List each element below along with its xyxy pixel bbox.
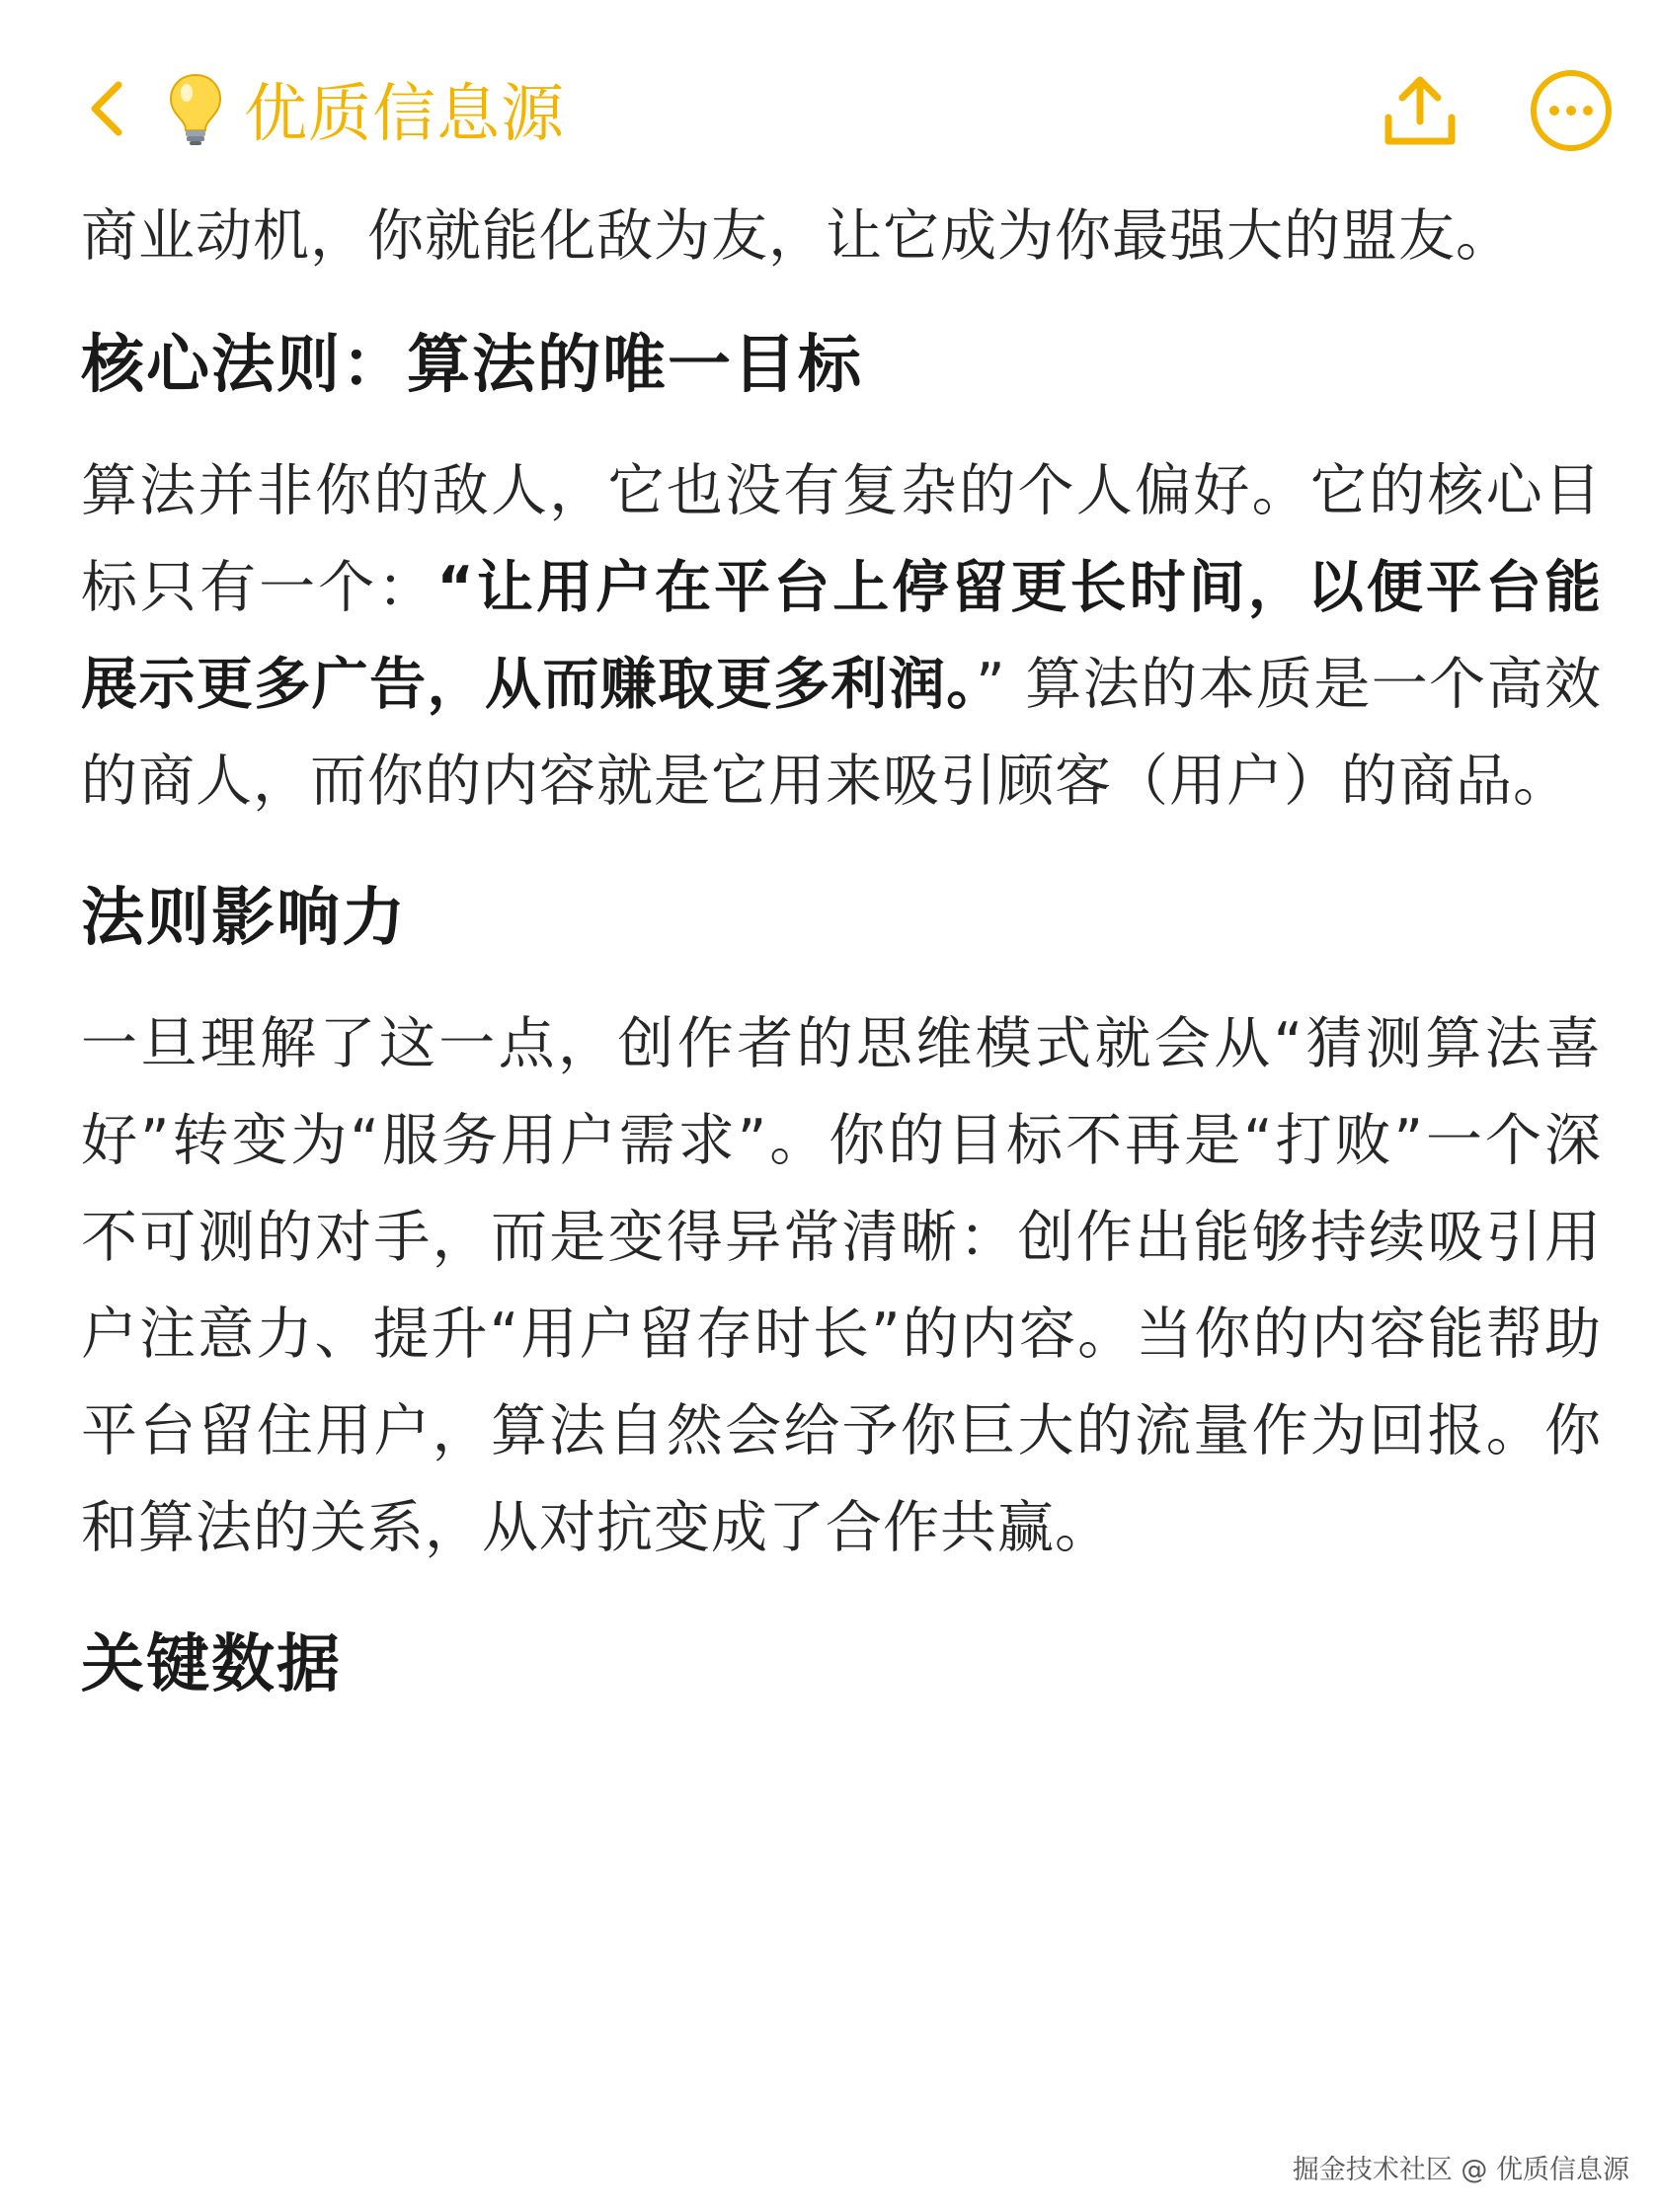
top-navigation-bar: [0, 0, 1659, 207]
back-button[interactable]: [77, 69, 136, 148]
share-button[interactable]: [1378, 69, 1462, 154]
account-name: 优质信息源: [244, 78, 565, 151]
more-dots-icon: [1529, 68, 1614, 153]
heading-core-rule: 核心法则：算法的唯一目标: [81, 329, 863, 402]
paragraph-core-rule-text-b: ” 算法的本质是一个高效的商人，而你的内容就是它用来吸引顾客（用户）的商品。: [81, 652, 1602, 814]
article-body: [81, 188, 1602, 1714]
heading-key-data: 关键数据: [81, 1628, 342, 1701]
paragraph-rule-impact: 一旦理解了这一点，创作者的思维模式就会从“猜测算法喜好”转变为“服务用户需求”。你的目标不再是“打败”一个深不可测的对手，而是变得异常清晰：创作出能够持续吸引用户注意力、提升“用户留存时长”的内容。当你的内容能帮助平台留住用户，算法自然会给予你巨大的流量作为回报。你和算法的关系，从对抗变成了合作共赢。: [81, 1011, 1602, 1560]
more-options-button[interactable]: [1529, 68, 1614, 153]
account-title[interactable]: [163, 61, 565, 156]
chevron-left-icon: [85, 77, 128, 140]
watermark: 掘金技术社区 @ 优质信息源: [1292, 2155, 1629, 2185]
paragraph-core-rule-text-a: 算法并非你的敌人，它也没有复杂的个人偏好。它的核心目标只有一个：: [81, 458, 1602, 620]
share-upload-icon: [1381, 72, 1460, 151]
paragraph-intro: 商业动机，你就能化敌为友，让它成为你最强大的盟友。: [81, 203, 1513, 269]
lightbulb-icon: [163, 69, 228, 148]
heading-rule-impact: 法则影响力: [81, 882, 407, 955]
paragraph-core-rule-bold: “让用户在平台上停留更长时间，以便平台能展示更多广告，从而赚取更多利润。: [81, 555, 1602, 717]
paragraph-core-rule: [81, 442, 1602, 830]
